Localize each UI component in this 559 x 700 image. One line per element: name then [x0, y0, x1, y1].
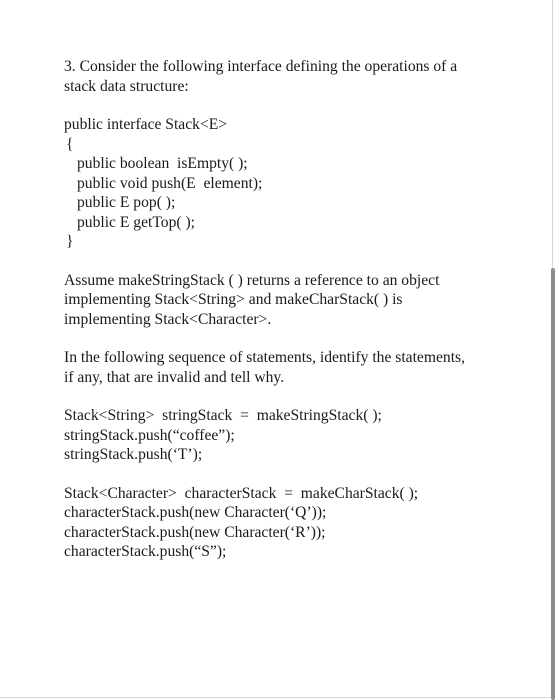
code-statement: Stack<Character> characterStack = makeCharStack( ); [64, 484, 419, 502]
char-stack-statements [64, 484, 534, 562]
document-content [64, 57, 534, 562]
code-statement: stringStack.push(‘T’); [64, 446, 203, 463]
code-statement: stringStack.push(“coffee”); [64, 426, 235, 444]
spacer [64, 465, 534, 484]
vertical-scrollbar[interactable] [551, 268, 555, 700]
code-statement: Stack<String> stringStack = makeStringStack( ); [64, 407, 382, 424]
question-prompt [64, 57, 534, 96]
assumption-line: implementing Stack<Character>. [64, 310, 272, 328]
question-line: stack data structure: [64, 77, 189, 95]
open-brace: { [66, 135, 74, 153]
code-statement: characterStack.push(“S”); [64, 543, 227, 560]
spacer [64, 96, 534, 115]
assumption-line: Assume makeStringStack ( ) returns a reference to an object [64, 271, 440, 289]
interface-method: public E getTop( ); [77, 213, 195, 231]
assumption-line: implementing Stack<String> and makeCharStack( ) is [64, 291, 403, 308]
spacer [64, 252, 534, 271]
instruction-line: In the following sequence of statements, identify the statements, [64, 349, 465, 366]
spacer [64, 387, 534, 406]
question-line: 3. Consider the following interface defining the operations of a [64, 58, 458, 75]
instruction-line: if any, that are invalid and tell why. [64, 368, 285, 386]
assumption-paragraph [64, 271, 534, 330]
code-statement: characterStack.push(new Character(‘Q’)); [64, 504, 327, 521]
instruction-paragraph [64, 348, 534, 387]
interface-method: public E pop( ); [77, 194, 176, 211]
interface-code-block [64, 115, 534, 252]
code-statement: characterStack.push(new Character(‘R’)); [64, 523, 326, 541]
interface-header: public interface Stack<E> [64, 116, 228, 133]
spacer [64, 329, 534, 348]
string-stack-statements [64, 406, 534, 465]
close-brace: } [66, 233, 74, 250]
interface-method: public void push(E element); [77, 174, 263, 192]
interface-method: public boolean isEmpty( ); [77, 155, 248, 172]
